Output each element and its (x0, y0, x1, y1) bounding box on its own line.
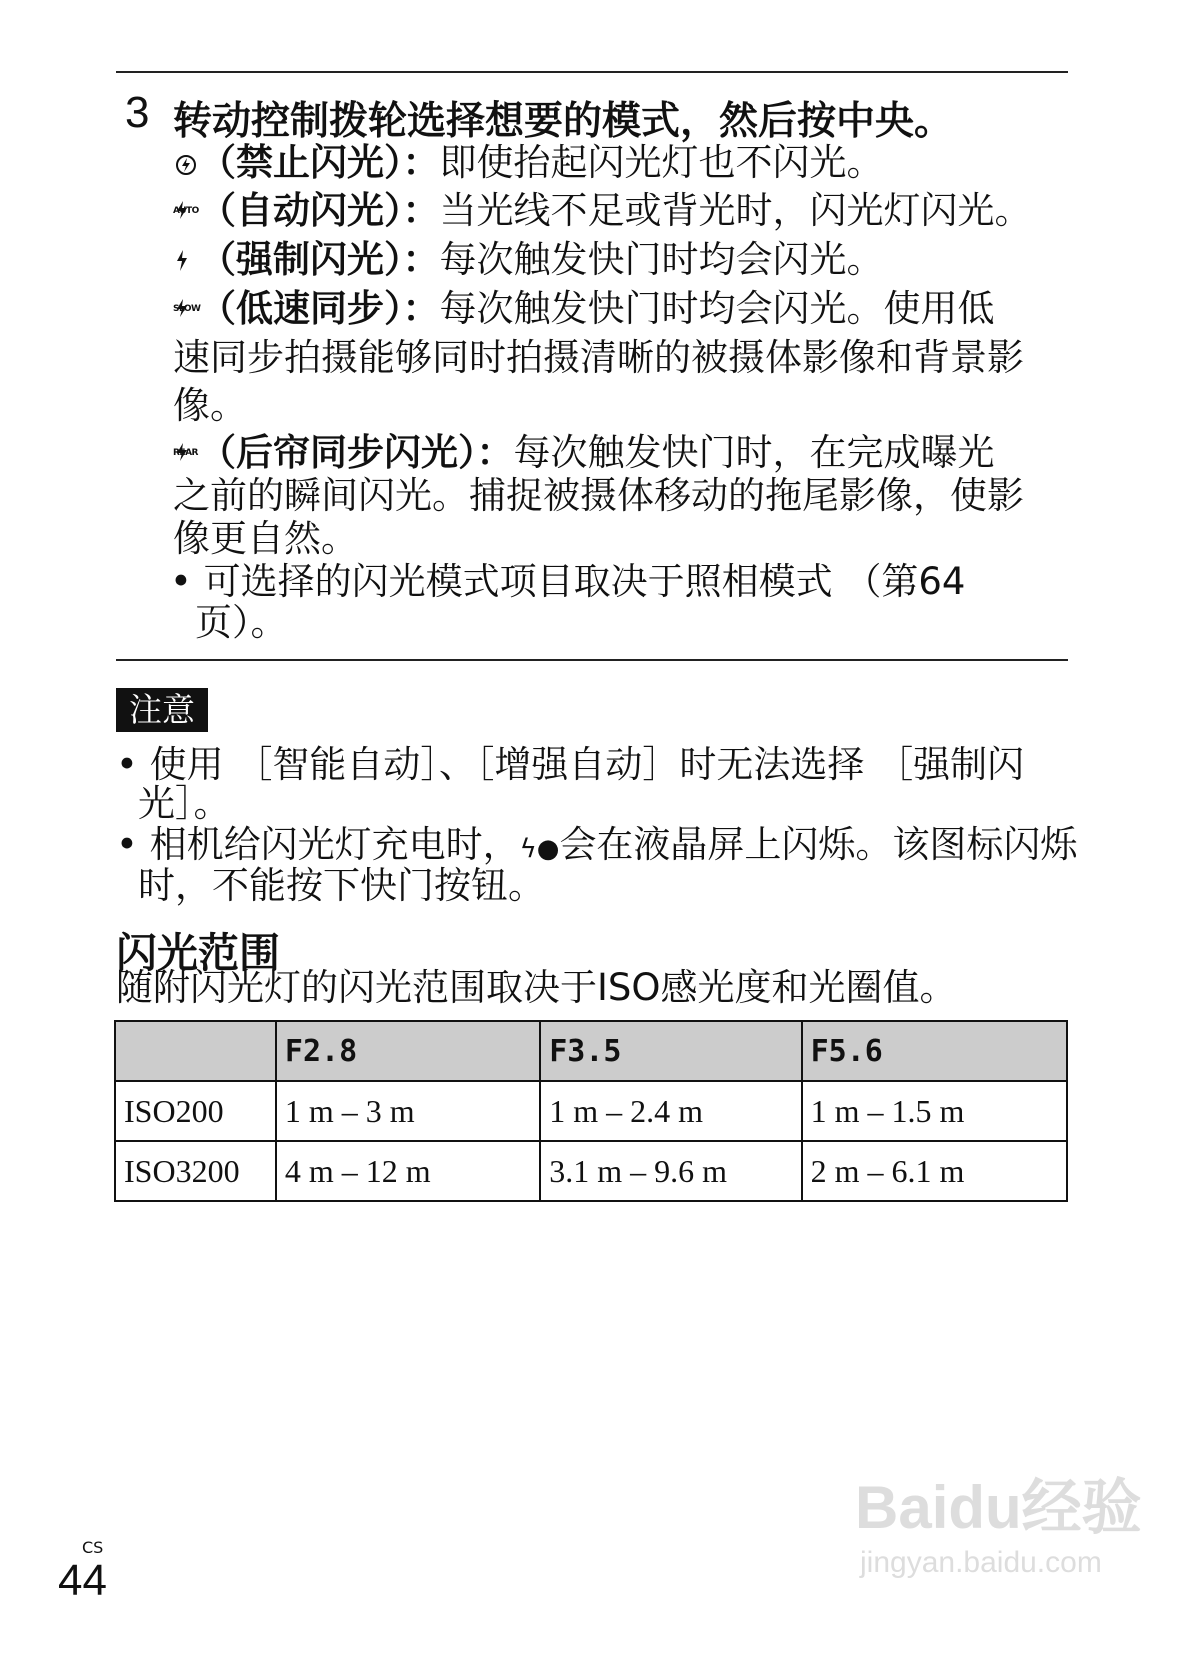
table-row: ISO200 1 m – 3 m 1 m – 2.4 m 1 m – 1.5 m (115, 1081, 1067, 1141)
flash-rear-icon: REAR (173, 435, 199, 475)
step-title: 转动控制拨轮选择想要的模式，然后按中央。 (173, 99, 954, 144)
flash-charging-icon: ϟ● (519, 834, 560, 864)
note-item: • 相机给闪光灯充电时，ϟ●会在液晶屏上闪烁。该图标闪烁 (116, 823, 1078, 866)
mode-rear-desc: 之前的瞬间闪光。捕捉被摄体移动的拖尾影像，使影 (173, 474, 1024, 517)
section-title: 闪光范围 (116, 929, 280, 977)
step-number: 3 (125, 88, 150, 137)
flash-fill-icon (173, 242, 199, 282)
note-item: 光］。 (138, 782, 231, 825)
mode-flash-fill: （强制闪光）：每次触发快门时均会闪光。 (173, 238, 884, 282)
table-header-row: F2.8 F3.5 F5.6 (115, 1021, 1067, 1081)
flash-auto-icon: AUTO (173, 193, 199, 233)
flash-off-icon (173, 145, 199, 185)
flash-range-table (114, 1020, 1068, 1202)
mode-flash-off: （禁止闪光）：即使抬起闪光灯也不闪光。 (173, 141, 884, 185)
flash-slow-icon: SLOW (173, 291, 199, 331)
bottom-divider (116, 659, 1068, 661)
step-note: • 可选择的闪光模式项目取决于照相模式 （第64 (170, 560, 966, 603)
note-item: 时，不能按下快门按钮。 (138, 864, 545, 907)
note-badge: 注意 (116, 688, 208, 732)
mode-flash-rear: REAR （后帘同步闪光）：每次触发快门时，在完成曝光 (173, 431, 995, 474)
mode-rear-desc: 像更自然。 (173, 517, 358, 560)
baidu-watermark: Baidu经验 jingyan.baidu.com (855, 1474, 1142, 1579)
mode-slow-desc: 像。 (173, 384, 247, 427)
mode-flash-auto: AUTO （自动闪光）：当光线不足或背光时，闪光灯闪光。 (173, 189, 1032, 232)
mode-slow-desc: 速同步拍摄能够同时拍摄清晰的被摄体影像和背景影 (173, 336, 1024, 379)
table-row: ISO3200 4 m – 12 m 3.1 m – 9.6 m 2 m – 6.1 m (115, 1141, 1067, 1201)
page-number: 44 (58, 1556, 107, 1605)
mode-flash-slow: SLOW （低速同步）：每次触发快门时均会闪光。使用低 (173, 287, 995, 330)
top-divider (116, 71, 1068, 73)
section-desc: 随附闪光灯的闪光范围取决于ISO感光度和光圈值。 (116, 966, 957, 1009)
note-item: • 使用 ［智能自动］、［增强自动］时无法选择 ［强制闪 (116, 743, 1025, 786)
language-code: CS (82, 1538, 104, 1557)
step-note: 页）。 (195, 601, 288, 644)
